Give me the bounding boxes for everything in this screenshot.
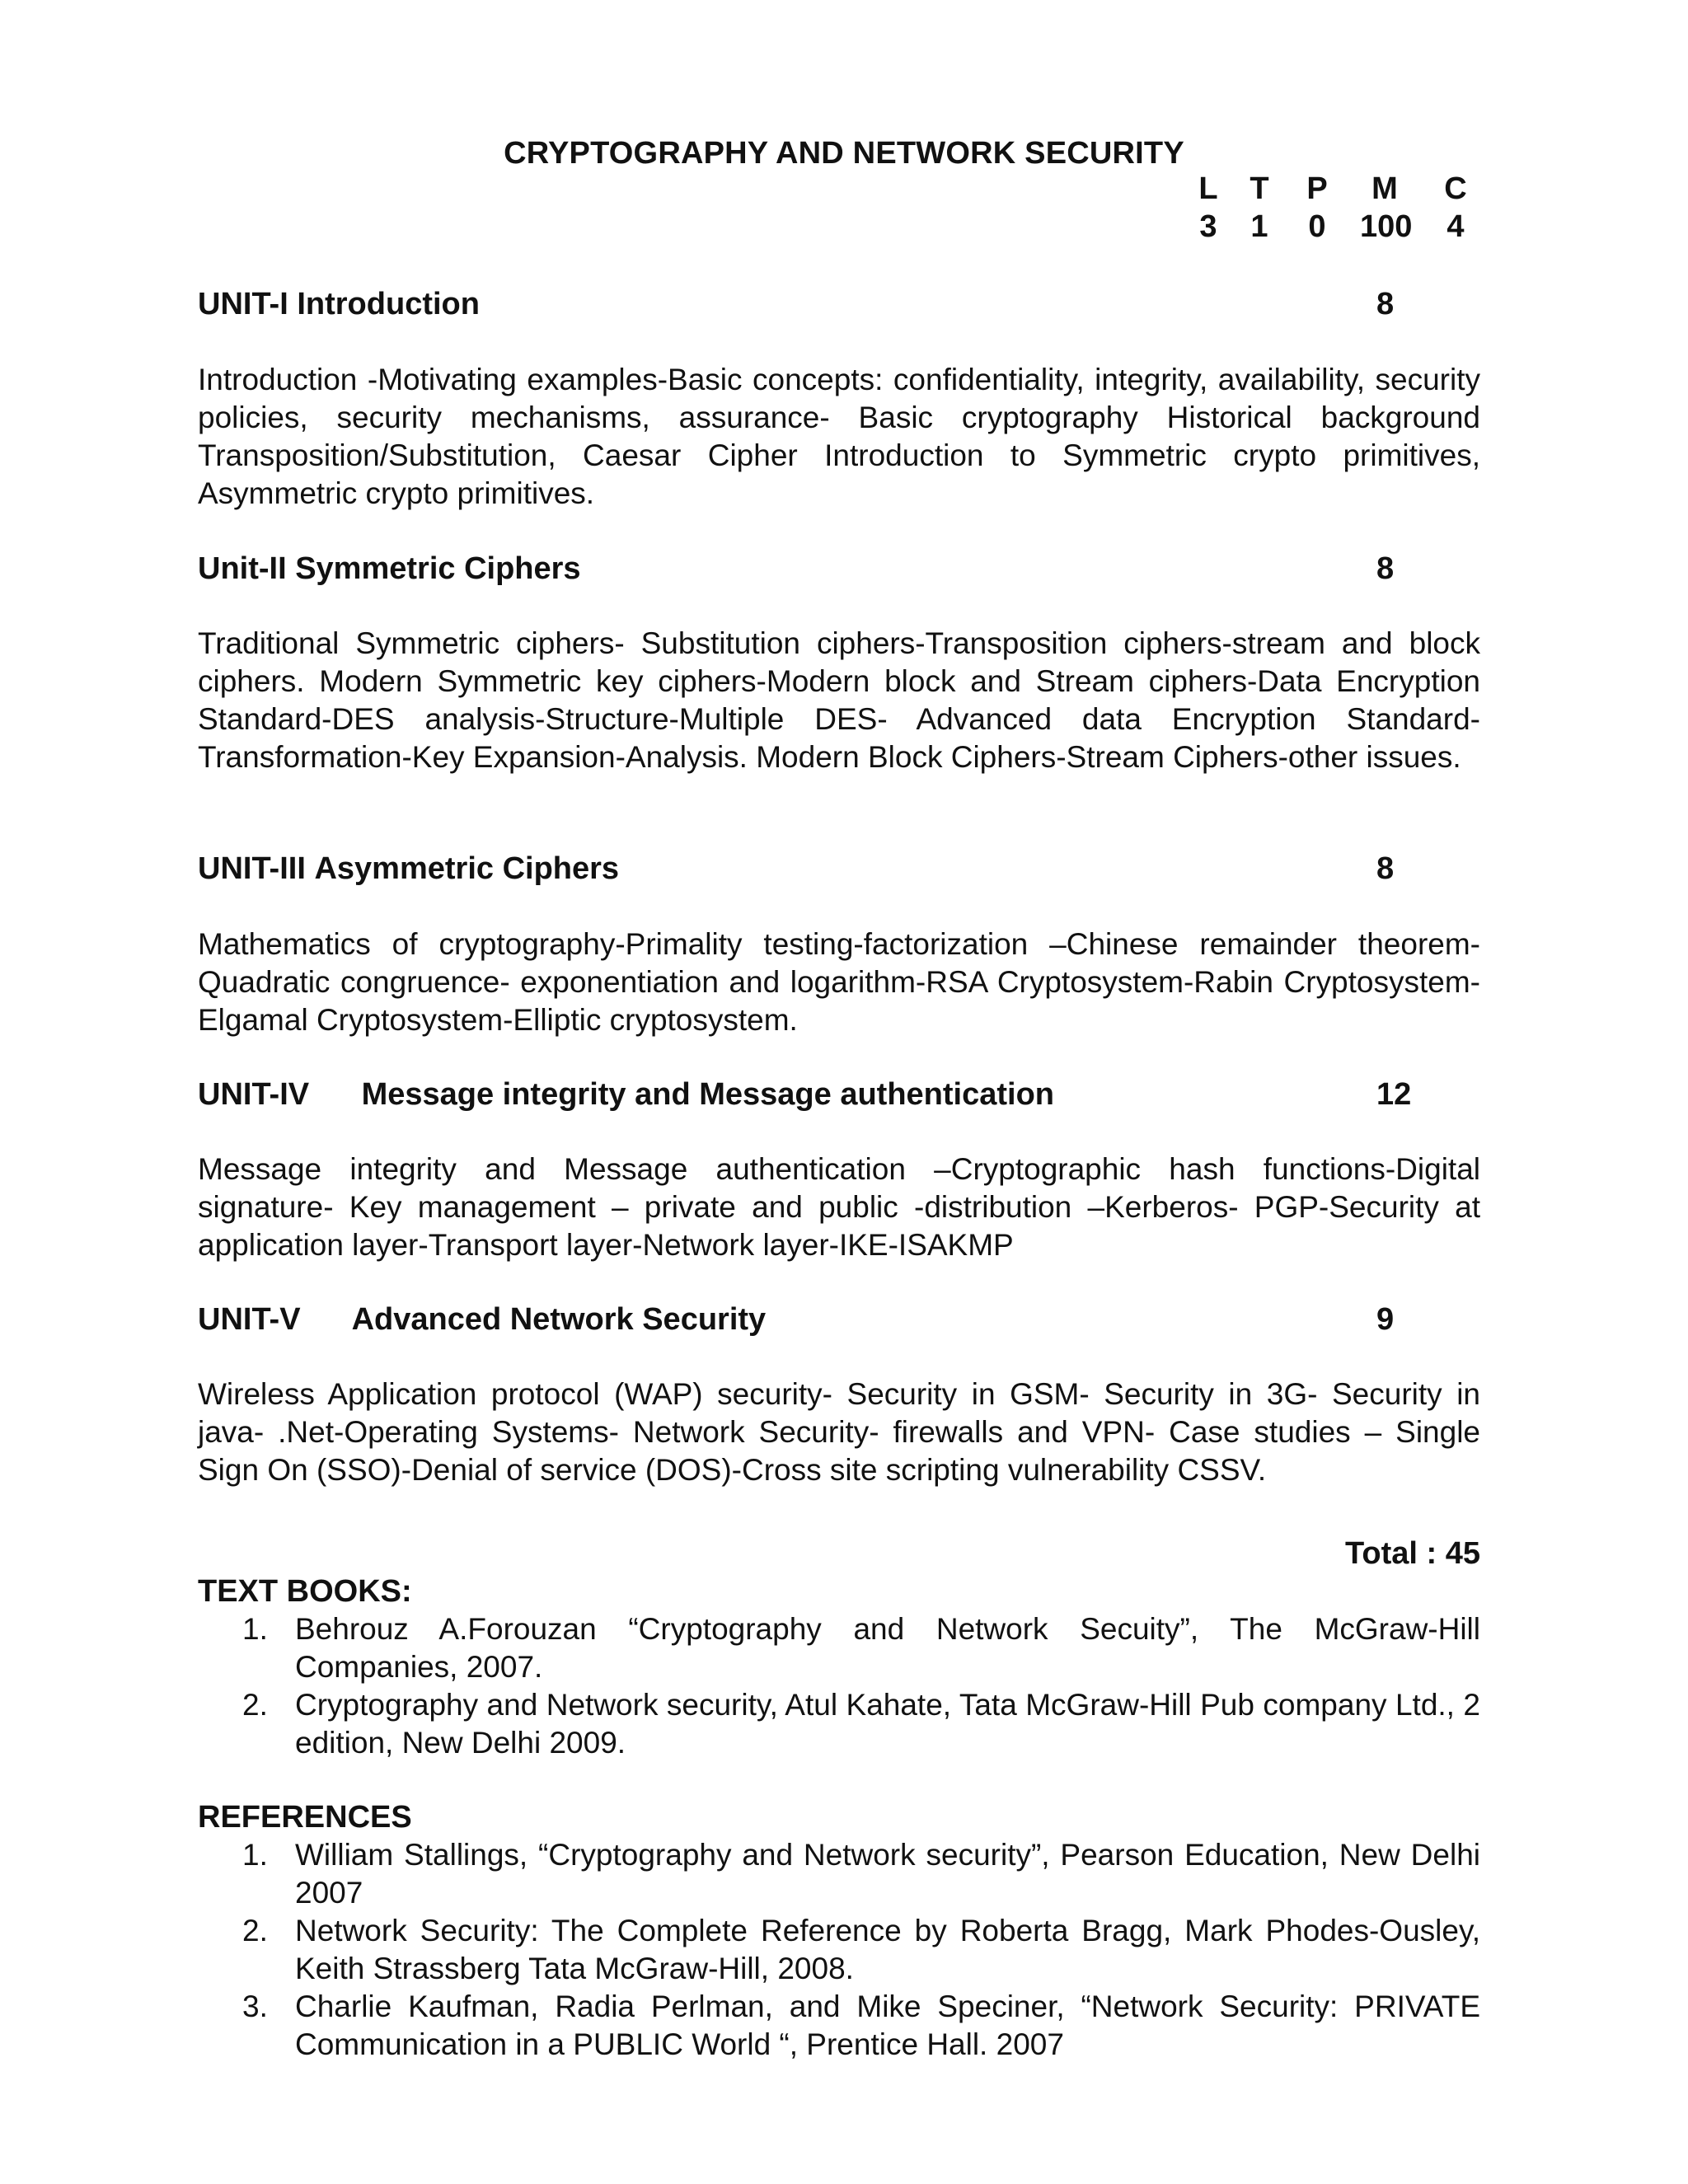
unit-heading <box>198 285 1484 323</box>
list-item <box>198 1686 1480 1762</box>
list-item-text: William Stallings, “Cryptography and Network security”, Pearson Education, New Delhi 2007 <box>295 1838 1480 1910</box>
unit-heading <box>198 1301 1484 1338</box>
unit-code: UNIT-III <box>198 851 306 886</box>
unit-content: Traditional Symmetric ciphers- Substitution ciphers-Transposition ciphers-stream and block ciphers. Modern Symmetric key ciphers-Modern block and Stream ciphers-Data Encryption Standard-DES analysis-Structure-Multiple DES- Advanced data Encryption Standard-Transformation-Key Expansion-Analysis. Modern Block Ciphers-Stream Ciphers-other issues. <box>198 626 1480 774</box>
list-item-text: Charlie Kaufman, Radia Perlman, and Mike Speciner, “Network Security: PRIVATE Communication in a PUBLIC World “, Prentice Hall. 2007 <box>295 1990 1480 2061</box>
credits-header-m: M <box>1372 171 1398 206</box>
unit-hours: 8 <box>1376 551 1395 586</box>
list-item-text: Cryptography and Network security, Atul Kahate, Tata McGraw-Hill Pub company Ltd., 2 edition, New Delhi 2009. <box>295 1688 1480 1760</box>
unit-name: Message integrity and Message authentication <box>361 1077 1054 1112</box>
credits-header-t: T <box>1250 171 1269 206</box>
credits-header-p: P <box>1306 171 1328 206</box>
unit-heading <box>198 550 1484 588</box>
unit-content: Wireless Application protocol (WAP) security- Security in GSM- Security in 3G- Security in java- .Net-Operating Systems- Network Security- firewalls and VPN- Case studies – Single Sign On (SSO)-Denial of service (DOS)-Cross site scripting vulnerability CSSV. <box>198 1377 1480 1487</box>
unit-name: Introduction <box>297 287 480 321</box>
credits-value-p: 0 <box>1308 209 1326 244</box>
list-item-text: Network Security: The Complete Reference by Roberta Bragg, Mark Phodes-Ousley, Keith Strassberg Tata McGraw-Hill, 2008. <box>295 1914 1480 1985</box>
credits-header-l: L <box>1198 171 1218 206</box>
text-books-heading: TEXT BOOKS: <box>198 1574 412 1609</box>
credits-header-c: C <box>1444 171 1467 206</box>
credits-value-m: 100 <box>1360 209 1413 244</box>
unit-hours: 8 <box>1376 851 1395 886</box>
references-list <box>198 1836 1480 2064</box>
credits-value-l: 3 <box>1199 209 1217 244</box>
unit-heading <box>198 1076 1484 1113</box>
unit-hours: 8 <box>1376 287 1395 321</box>
list-item-number: 2. <box>242 1688 268 1722</box>
credits-table <box>1154 171 1475 247</box>
list-item-text: Behrouz A.Forouzan “Cryptography and Network Secuity”, The McGraw-Hill Companies, 2007. <box>295 1612 1480 1684</box>
unit-content: Message integrity and Message authentication –Cryptographic hash functions-Digital signature- Key management – private and public -distribution –Kerberos- PGP-Security at application layer-Transport layer-Network layer-IKE-ISAKMP <box>198 1152 1480 1262</box>
list-item-number: 3. <box>242 1990 268 2023</box>
unit-hours: 12 <box>1376 1077 1412 1112</box>
credits-value-c: 4 <box>1447 209 1465 244</box>
unit-name: Advanced Network Security <box>351 1302 767 1337</box>
references-heading: REFERENCES <box>198 1800 412 1835</box>
unit-code: Unit-II <box>198 551 287 586</box>
list-item-number: 2. <box>242 1914 268 1947</box>
unit-code: UNIT-IV <box>198 1077 310 1112</box>
list-item <box>198 1912 1480 1988</box>
unit-name: Symmetric Ciphers <box>295 551 581 586</box>
credits-value-row <box>1154 209 1475 247</box>
unit-heading <box>198 850 1484 888</box>
list-item <box>198 1836 1480 1912</box>
unit-code: UNIT-I <box>198 287 288 321</box>
unit-content: Mathematics of cryptography-Primality testing-factorization –Chinese remainder theorem-Quadratic congruence- exponentiation and logarithm-RSA Cryptosystem-Rabin Cryptosystem-Elgamal Cryptosystem-Elliptic cryptosystem. <box>198 927 1480 1037</box>
unit-name: Asymmetric Ciphers <box>314 851 620 886</box>
list-item <box>198 1988 1480 2064</box>
unit-hours: 9 <box>1376 1302 1395 1337</box>
credits-value-t: 1 <box>1250 209 1268 244</box>
text-books-list <box>198 1610 1480 1762</box>
unit-code: UNIT-V <box>198 1302 301 1337</box>
list-item-number: 1. <box>242 1838 268 1872</box>
credits-header-row <box>1154 171 1475 209</box>
list-item <box>198 1610 1480 1686</box>
total-hours: Total : 45 <box>1345 1536 1480 1571</box>
unit-content: Introduction -Motivating examples-Basic concepts: confidentiality, integrity, availability, security policies, security mechanisms, assurance- Basic cryptography Historical background Transposition/Substitution, Caesar Cipher Introduction to Symmetric crypto primitives, Asymmetric crypto primitives. <box>198 363 1480 510</box>
list-item-number: 1. <box>242 1612 268 1646</box>
course-title: CRYPTOGRAPHY AND NETWORK SECURITY <box>504 136 1184 171</box>
